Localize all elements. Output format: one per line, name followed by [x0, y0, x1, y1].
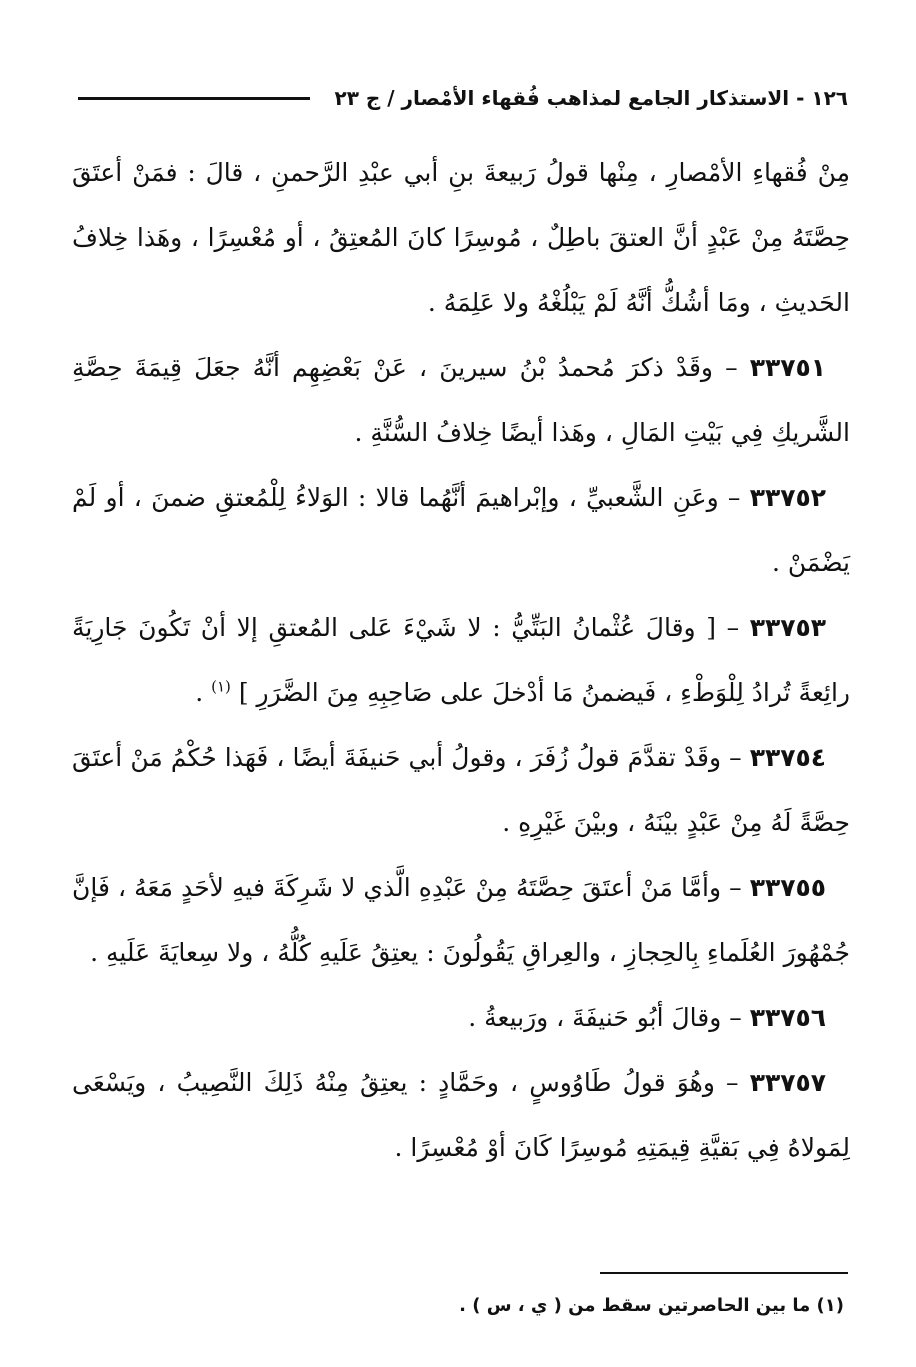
paragraph-number: ٣٣٧٥٤ — [749, 743, 826, 772]
paragraph-number: ٣٣٧٥٥ — [749, 873, 826, 902]
paragraph-number: ٣٣٧٥١ — [749, 353, 826, 382]
paragraph-text: وعَنِ الشَّعبيِّ ، وإبْراهيمَ أنَّهُما قالا : الوَلاءُ لِلْمُعتقِ ضمنَ ، أو لَمْ يَضْمَنْ . — [72, 483, 850, 577]
paragraph: ٣٣٧٥٥ – وأمَّا مَنْ أعتَقَ حِصَّتَهُ مِنْ عَبْدِهِ الَّذي لا شَرِكَةَ فيهِ لأحَدٍ مَعَهُ ، فَإنَّ جُمْهُورَ العُلَماءِ بِالحِجازِ ، والعِراقِ يَقُولُونَ : يعتِقُ عَلَيهِ كُلُّهُ ، ولا سِعايَةَ عَلَيهِ . — [72, 873, 850, 967]
paragraph: ٣٣٧٥٤ – وقَدْ تقدَّمَ قولُ زُفَرَ ، وقولُ أبي حَنيفَةَ أيضًا ، فَهَذا حُكْمُ مَنْ أعتَقَ حِصَّةً لَهُ مِنْ عَبْدٍ بيْنَهُ ، وبيْنَ غَيْرِهِ . — [72, 743, 850, 837]
paragraph — [72, 140, 850, 335]
paragraph: ٣٣٧٥٣ – [ وقالَ عُثْمانُ البَتِّيُّ : لا شَيْءَ عَلى المُعتقِ إلا أنْ تَكُونَ جَارِيَةً رائِعةً تُرادُ لِلْوَطْءِ ، فَيضمنُ مَا أدْخلَ على صَاحِبِهِ مِنَ الضَّرَرِ ] $^{(١)}$ . — [72, 613, 850, 707]
page-number: ١٢٦ — [811, 86, 848, 110]
footnote-divider — [600, 1272, 848, 1274]
header-title: الاستذكار الجامع لمذاهب فُقهاء الأمْصار / ج ٢٣ — [334, 86, 790, 110]
header-text: ١٢٦ - الاستذكار الجامع لمذاهب فُقهاء الأمْصار / ج ٢٣ — [334, 86, 848, 110]
paragraph-number: ٣٣٧٥٣ — [749, 613, 826, 642]
footnote-text: (١) ما بين الحاصرتين سقط من ( ي ، س ) . — [459, 1295, 844, 1316]
paragraph-text: وأمَّا مَنْ أعتَقَ حِصَّتَهُ مِنْ عَبْدِهِ الَّذي لا شَرِكَةَ فيهِ لأحَدٍ مَعَهُ ، فَإنَّ جُمْهُورَ العُلَماءِ بِالحِجازِ ، والعِراقِ يَقُولُونَ : يعتِقُ عَلَيهِ كُلُّهُ ، ولا سِعايَةَ عَلَيهِ . — [72, 873, 850, 967]
paragraph-text: وقَدْ تقدَّمَ قولُ زُفَرَ ، وقولُ أبي حَنيفَةَ أيضًا ، فَهَذا حُكْمُ مَنْ أعتَقَ حِصَّةً لَهُ مِنْ عَبْدٍ بيْنَهُ ، وبيْنَ غَيْرِهِ . — [72, 743, 850, 837]
main-text — [72, 140, 850, 1180]
paragraph: ٣٣٧٥٧ – وهُوَ قولُ طَاوُوسٍ ، وحَمَّادٍ : يعتِقُ مِنْهُ ذَلِكَ النَّصِيبُ ، ويَسْعَى لِمَولاهُ فِي بَقيَّةِ قِيمَتِهِ مُوسِرًا كَانَ أوْ مُعْسِرًا . — [72, 1068, 850, 1162]
paragraph: ٣٣٧٥٢ – وعَنِ الشَّعبيِّ ، وإبْراهيمَ أنَّهُما قالا : الوَلاءُ لِلْمُعتقِ ضمنَ ، أو لَمْ يَضْمَنْ . — [72, 483, 850, 577]
paragraph: ٣٣٧٥٦ – وقالَ أبُو حَنيفَةَ ، ورَبيعةُ . — [468, 1003, 826, 1032]
footnote-reference[interactable]: (١) — [211, 677, 231, 696]
paragraph-text: وقَدْ ذكرَ مُحمدُ بْنُ سيرينَ ، عَنْ بَعْضِهِم أنَّهُ جعَلَ قِيمَةَ حِصَّةِ الشَّريكِ فِي بَيْتِ المَالِ ، وهَذا أيضًا خِلافُ السُّنَّةِ . — [72, 353, 850, 447]
header-rule — [78, 97, 310, 100]
paragraph-number: ٣٣٧٥٦ — [749, 1003, 826, 1032]
paragraph-text: [ وقالَ عُثْمانُ البَتِّيُّ : لا شَيْءَ عَلى المُعتقِ إلا أنْ تَكُونَ جَارِيَةً رائِعةً تُرادُ لِلْوَطْءِ ، فَيضمنُ مَا أدْخلَ على صَاحِبِهِ مِنَ الضَّرَرِ ] — [72, 613, 850, 707]
paragraph-text: وهُوَ قولُ طَاوُوسٍ ، وحَمَّادٍ : يعتِقُ مِنْهُ ذَلِكَ النَّصِيبُ ، ويَسْعَى لِمَولاهُ فِي بَقيَّةِ قِيمَتِهِ مُوسِرًا كَانَ أوْ مُعْسِرًا . — [72, 1068, 850, 1162]
footnote — [459, 1295, 844, 1316]
paragraph-number: ٣٣٧٥٢ — [749, 483, 826, 512]
running-header — [78, 80, 848, 116]
paragraph-text: وقالَ أبُو حَنيفَةَ ، ورَبيعةُ . — [468, 1003, 722, 1032]
paragraph: ٣٣٧٥١ – وقَدْ ذكرَ مُحمدُ بْنُ سيرينَ ، عَنْ بَعْضِهِم أنَّهُ جعَلَ قِيمَةَ حِصَّةِ الشَّريكِ فِي بَيْتِ المَالِ ، وهَذا أيضًا خِلافُ السُّنَّةِ . — [72, 353, 850, 447]
paragraph-number: ٣٣٧٥٧ — [749, 1068, 827, 1097]
paragraph-text: مِنْ فُقهاءِ الأمْصارِ ، مِنْها قولُ رَبيعةَ بنِ أبي عبْدِ الرَّحمنِ ، قالَ : فمَنْ أعتَقَ حِصَّتَهُ مِنْ عَبْدٍ أنَّ العتقَ باطِلٌ ، مُوسِرًا كانَ المُعتِقُ ، أو مُعْسِرًا ، وهَذا خِلافُ الحَديثِ ، ومَا أشُكُّ أنَّهُ لَمْ يَبْلُغْهُ ولا عَلِمَهُ . — [72, 158, 850, 317]
